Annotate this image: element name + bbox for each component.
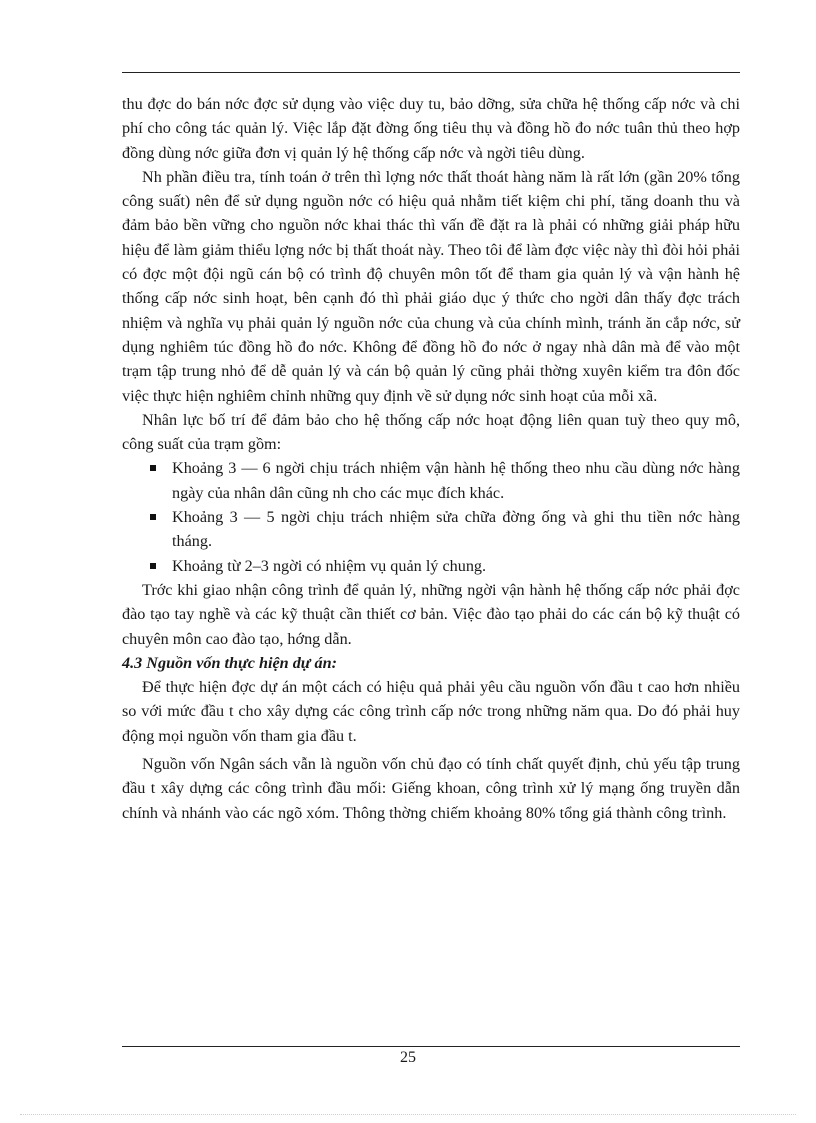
paragraph-5: Để thực hiện đợc dự án một cách có hiệu quả phải yêu cầu nguồn vốn đầu t cao hơn nhiều so với mức đầu t cho xây dựng các công trình cấp nớc trong những năm qua. Do đó phải huy động mọi nguồn vốn tham gia đầu t. xyxy=(122,678,740,745)
paragraph-2: Nh phần điều tra, tính toán ở trên thì lợng nớc thất thoát hàng năm là rất lớn (gần 20% tổng công suất) nên để sử dụng nguồn nớc có hiệu quả nhằm tiết kiệm chi phí, tăng doanh thu và đảm bảo bền vững cho nguồn nớc khai thác thì vấn đề đặt ra là phải có những giải pháp hữu hiệu để làm giảm thiểu lợng nớc bị thất thoát này. Theo tôi để làm đợc việc này thì đòi hỏi phải có đợc một đội ngũ cán bộ có trình độ chuyên môn tốt để tham gia quản lý và vận hành hệ thống cấp nớc sinh hoạt, bên cạnh đó thì phải giáo dục ý thức cho ngời dân thấy đợc trách nhiệm và nghĩa vụ phải quản lý nguồn nớc của chung và của chính mình, tránh ăn cắp nớc, sử dụng nghiêm túc đồng hồ đo nớc. Không để đồng hồ đo nớc ở ngay nhà dân mà để vào một trạm tập trung nhỏ để dễ quản lý và cán bộ quản lý cũng phải thờng xuyên kiểm tra đôn đốc việc thực hiện nghiêm chỉnh những quy định về sử dụng nớc sinh hoạt của mỗi xã. xyxy=(122,167,740,405)
section-heading: 4.3 Nguồn vốn thực hiện dự án: xyxy=(122,653,338,672)
list-item-text: Khoảng 3 — 5 ngời chịu trách nhiệm sửa chữa đờng ống và ghi thu tiền nớc hàng tháng. xyxy=(172,508,740,551)
square-bullet-icon xyxy=(150,514,156,520)
staffing-list xyxy=(122,456,740,577)
list-item xyxy=(122,505,740,554)
paragraph-1: thu đợc do bán nớc đợc sử dụng vào việc duy tu, bảo dỡng, sửa chữa hệ thống cấp nớc và chi phí cho công tác quản lý. Việc lắp đặt đờng ống tiêu thụ và đồng hồ đo nớc tuân thủ theo hợp đồng dùng nớc giữa đơn vị quản lý hệ thống cấp nớc và ngời tiêu dùng. xyxy=(122,95,740,162)
square-bullet-icon xyxy=(150,563,156,569)
paragraph-6: Nguồn vốn Ngân sách vẫn là nguồn vốn chủ đạo có tính chất quyết định, chủ yếu tập trung đầu t xây dựng các công trình đầu mối: Giếng khoan, công trình xử lý mạng ống truyền dẫn chính và nhánh vào các ngõ xóm. Thông thờng chiếm khoảng 80% tổng giá thành công trình. xyxy=(122,755,740,822)
list-item xyxy=(122,554,740,578)
page-edge-divider xyxy=(20,1114,796,1115)
list-item-text: Khoảng 3 — 6 ngời chịu trách nhiệm vận hành hệ thống theo nhu cầu dùng nớc hàng ngày của nhân dân cũng nh cho các mục đích khác. xyxy=(172,459,740,502)
square-bullet-icon xyxy=(150,465,156,471)
list-item xyxy=(122,456,740,505)
header-rule xyxy=(122,72,740,73)
list-item-text: Khoảng từ 2–3 ngời có nhiệm vụ quản lý chung. xyxy=(172,556,487,575)
paragraph-3: Nhân lực bố trí để đảm bảo cho hệ thống cấp nớc hoạt động liên quan tuỳ theo quy mô, công suất của trạm gồm: xyxy=(122,410,740,454)
document-body xyxy=(122,92,740,825)
page-number: 25 xyxy=(400,1049,416,1066)
paragraph-4: Trớc khi giao nhận công trình để quản lý, những ngời vận hành hệ thống cấp nớc phải đợc đào tạo tay nghề và các kỹ thuật cần thiết cơ bản. Việc đào tạo phải do các cán bộ kỹ thuật có chuyên môn cao đào tạo, hớng dẫn. xyxy=(122,580,740,648)
